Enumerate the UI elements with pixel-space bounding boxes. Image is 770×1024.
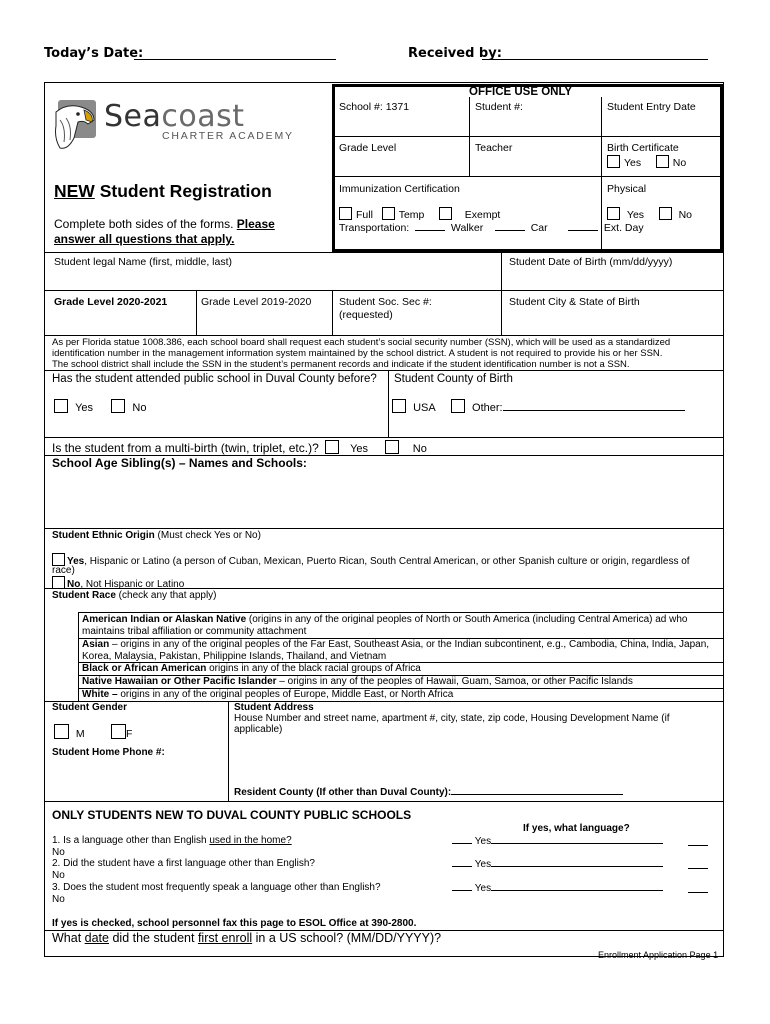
ethnic-no-row: No, Not Hispanic or Latino: [52, 576, 184, 590]
form-instructions-line2: answer all questions that apply.: [54, 232, 235, 246]
question-3: 3. Does the student most frequently speak a language other than English?: [52, 882, 381, 893]
birth-cert-options: Yes No: [607, 155, 686, 169]
office-use-heading: OFFICE USE ONLY: [469, 86, 573, 98]
statute-line3: The school district shall include the SSN in the student’s permanent records and indicate if the student identification number is not a SSN.: [52, 359, 630, 370]
dob-label: Student Date of Birth (mm/dd/yyyy): [509, 256, 673, 268]
question-3-no: No: [52, 894, 65, 905]
race-american-indian: American Indian or Alaskan Native (origins in any of the original peoples of North or South America (including Central America) ad who: [82, 614, 688, 625]
usa-checkbox[interactable]: [392, 399, 406, 413]
race-asian-cont: Korea, Malaysia, Pakistan, Philippine Islands, Thailand, and Vietnam: [82, 651, 387, 662]
todays-date-field[interactable]: [134, 59, 336, 60]
transportation-row: Transportation: Walker Car Ext. Day: [339, 222, 644, 234]
gender-heading: Student Gender: [52, 702, 128, 713]
first-enroll-question: What date did the student first enroll in a US school? (MM/DD/YYYY)?: [52, 931, 442, 945]
question-3-yes[interactable]: Yes: [452, 882, 663, 894]
immunization-options: Full Temp Exempt: [339, 207, 500, 221]
birth-cert-label: Birth Certificate: [607, 142, 679, 154]
grade-level-label: Grade Level: [339, 142, 397, 154]
home-phone-label: Student Home Phone #:: [52, 747, 165, 758]
grade-1920-label: Grade Level 2019-2020: [201, 296, 312, 308]
school-number: School #: 1371: [339, 101, 410, 113]
birth-cert-no-checkbox[interactable]: [656, 155, 669, 168]
eagle-logo-icon: [54, 98, 98, 152]
address-instructions-line2: applicable): [234, 724, 283, 735]
multi-birth-row: Is the student from a multi-birth (twin, triplet, etc.)? Yes No: [52, 441, 427, 455]
grade-2021-label: Grade Level 2020-2021: [54, 296, 168, 308]
ethnic-yes-row: Yes, Hispanic or Latino (a person of Cuban, Mexican, Puerto Rican, South Central American, or other Spanish culture or origin, regardless of: [52, 553, 690, 567]
question-2-no-field[interactable]: [688, 868, 708, 869]
siblings-label: School Age Sibling(s) – Names and Schools:: [52, 456, 307, 470]
question-3-no-field[interactable]: [688, 892, 708, 893]
county-birth-label: Student County of Birth: [394, 373, 513, 385]
form-instructions-line1: Complete both sides of the forms. Please: [54, 217, 275, 231]
physical-no-checkbox[interactable]: [659, 207, 672, 220]
if-yes-language-label: If yes, what language?: [523, 823, 630, 834]
question-1-no: No: [52, 847, 65, 858]
question-2: 2. Did the student have a first language other than English?: [52, 858, 315, 869]
question-1-yes[interactable]: Yes: [452, 835, 663, 847]
received-by-label: Received by:: [408, 46, 502, 61]
student-number-label: Student #:: [475, 101, 523, 113]
attended-no-checkbox[interactable]: [111, 399, 125, 413]
other-checkbox[interactable]: [451, 399, 465, 413]
physical-yes-checkbox[interactable]: [607, 207, 620, 220]
race-asian: Asian – origins in any of the original peoples of the Far East, Southeast Asia, or the Indian subcontinent, e.g., Cambodia, China, India, Japan,: [82, 639, 710, 650]
question-2-yes[interactable]: Yes: [452, 858, 663, 870]
attended-duval-label: Has the student attended public school in Duval County before?: [52, 373, 377, 385]
race-american-indian-cont: maintains tribal affiliation or community attachment: [82, 626, 307, 637]
question-2-no: No: [52, 870, 65, 881]
county-birth-options: USA Other:: [392, 399, 685, 414]
city-state-birth-label: Student City & State of Birth: [509, 296, 640, 308]
esol-fax-note: If yes is checked, school personnel fax this page to ESOL Office at 390-2800.: [52, 918, 417, 929]
question-1-no-field[interactable]: [688, 845, 708, 846]
physical-options: Yes No: [607, 207, 692, 221]
form-title: NEW Student Registration: [54, 181, 272, 201]
legal-name-label: Student legal Name (first, middle, last): [54, 256, 232, 268]
address-heading: Student Address: [234, 702, 314, 713]
ethnic-yes-cont: race): [52, 565, 75, 576]
attended-duval-options: Yes No: [54, 399, 146, 414]
teacher-label: Teacher: [475, 142, 513, 154]
entry-date-label: Student Entry Date: [607, 101, 696, 113]
page-footer: Enrollment Application Page 1: [598, 950, 719, 960]
gender-m-checkbox[interactable]: [54, 724, 69, 739]
ethnic-heading: Student Ethnic Origin (Must check Yes or No): [52, 530, 261, 541]
multi-birth-yes-checkbox[interactable]: [325, 440, 339, 454]
logo-subtitle: CHARTER ACADEMY: [162, 130, 294, 142]
statute-line2: identification number in the management information system maintained by the school district. A student is not required to provide his or her SSN.: [52, 348, 663, 359]
logo-wordmark: Seacoast: [104, 99, 245, 134]
ssn-requested: (requested): [339, 309, 393, 321]
gender-options: M F: [54, 724, 132, 740]
gender-f-checkbox[interactable]: [111, 724, 126, 739]
birth-cert-yes-checkbox[interactable]: [607, 155, 620, 168]
race-white: White – origins in any of the original peoples of Europe, Middle East, or North Africa: [82, 689, 454, 700]
temp-checkbox[interactable]: [382, 207, 395, 220]
resident-county-row: Resident County (If other than Duval County):: [234, 786, 623, 798]
statute-line1: As per Florida statue 1008.386, each school board shall request each student’s social security number (SSN), which will be used as a standardized: [52, 337, 671, 348]
new-duval-heading: ONLY STUDENTS NEW TO DUVAL COUNTY PUBLIC SCHOOLS: [52, 808, 412, 822]
immunization-label: Immunization Certification: [339, 183, 460, 195]
address-instructions-line1: House Number and street name, apartment #, city, state, zip code, Housing Development Name (if: [234, 713, 670, 724]
question-1: 1. Is a language other than English used in the home?: [52, 835, 292, 846]
attended-yes-checkbox[interactable]: [54, 399, 68, 413]
physical-label: Physical: [607, 183, 647, 195]
race-black: Black or African American origins in any of the black racial groups of Africa: [82, 663, 421, 674]
todays-date-label: Today’s Date:: [44, 46, 144, 61]
ssn-label: Student Soc. Sec #:: [339, 296, 432, 308]
race-heading: Student Race (check any that apply): [52, 590, 217, 601]
exempt-checkbox[interactable]: [439, 207, 452, 220]
received-by-field[interactable]: [482, 59, 708, 60]
race-pacific-islander: Native Hawaiian or Other Pacific Islander – origins in any of the peoples of Hawaii, Guam, Samoa, or other Pacific Islands: [82, 676, 633, 687]
multi-birth-no-checkbox[interactable]: [385, 440, 399, 454]
full-checkbox[interactable]: [339, 207, 352, 220]
